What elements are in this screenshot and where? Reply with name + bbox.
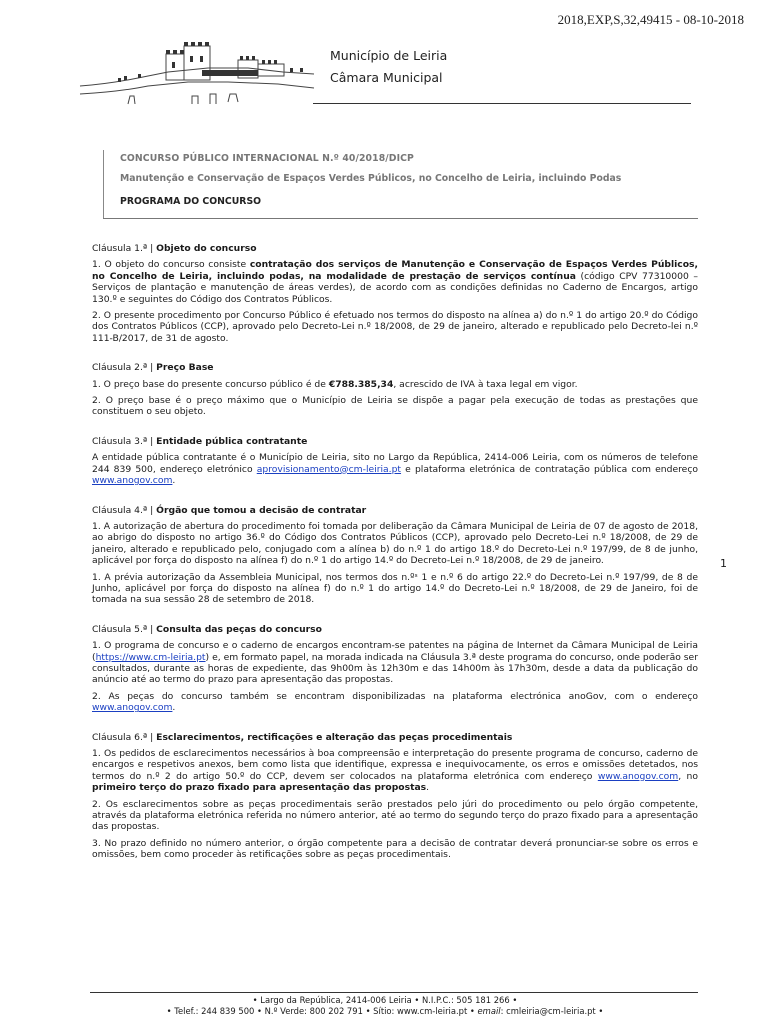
paragraph: 2. Os esclarecimentos sobre as peças procedimentais serão prestados pelo júri do procedimento ou pelo órgão competente, através da plataforma eletrónica referida no número anterior, até ao termo do segundo terço do prazo fixado para a apresentação das propostas. [92,798,698,833]
paragraph: 1. O objeto do concurso consiste contratação dos serviços de Manutenção e Conservação de Espaços Verdes Públicos, no Concelho de Leiria, incluindo podas, na modalidade de prestação de serviços contínua (código CPV 77310000 – Serviços de plantação e manutenção de áreas verdes), de acordo com as condições definidas no Caderno de Encargos, artigo 130.º e seguintes do Código dos Contratos Públicos. [92,259,698,305]
paragraph: 2. O preço base é o preço máximo que o Município de Leiria se dispõe a pagar pela execução de todas as prestações que constituem o seu objeto. [92,395,698,418]
paragraph: A entidade pública contratante é o Município de Leiria, sito no Largo da República, 2414-006 Leiria, com os números de telefone 244 839 500, endereço eletrónico aprovisionamento@cm-leiria.pt e plataforma eletrónica de contratação pública com endereço www.anogov.com. [92,452,698,487]
document-body [92,243,698,866]
concurso-title: Manutenção e Conservação de Espaços Verdes Públicos, no Concelho de Leiria, incluindo Podas [120,173,622,184]
anogov-link[interactable]: www.anogov.com [92,475,173,487]
paragraph: 1. Os pedidos de esclarecimentos necessários à boa compreensão e interpretação do presente programa de concurso, caderno de encargos e respetivos anexos, bem como lista que identifique, expressa e inequivocamente, os erros e omissões detetados, nos termos do n.º 2 do artigo 50.º do CCP, devem ser colocados na plataforma eletrónica com endereço www.anogov.com, no primeiro terço do prazo fixado para apresentação das propostas. [92,748,698,794]
clause-title: Objeto do concurso [156,243,257,254]
clause-heading: Cláusula 3.ª | Entidade pública contratante [92,435,308,447]
org-name: Município de Leiria [330,48,448,63]
document-stamp: 2018,EXP,S,32,49415 - 08-10-2018 [557,12,744,27]
paragraph: 1. O programa de concurso e o caderno de encargos encontram-se patentes na página de Internet da Câmara Municipal de Leiria (https://www.cm-leiria.pt) e, em formato papel, na morada indicada na Cláusula 3.ª deste programa do concurso, onde poderão ser consultados, durante as horas de expediente, das 9h00m às 12h30m e das 14h00m às 17h30m, desde a data da publicação do anúncio até ao termo do prazo para apresentação das propostas. [92,640,698,686]
document-type: PROGRAMA DO CONCURSO [120,196,262,207]
clause-heading: Cláusula 1.ª | Objeto do concurso [92,243,257,254]
paragraph: 2. As peças do concurso também se encontram disponibilizadas na plataforma electrónica anoGov, com o endereço www.anogov.com. [92,690,698,714]
org-subname: Câmara Municipal [330,70,443,85]
paragraph: 2. O presente procedimento por Concurso Público é efetuado nos termos do disposto na alínea a) do n.º 1 do artigo 20.º do Código dos Contratos Públicos (CCP), aprovado pelo Decreto-Lei n.º 18/2008, de 29 de janeiro, alterado e republicado pelo Decreto-lei n.º 111-B/2017, de 31 de agosto. [92,310,698,344]
header-vertical-rule [103,150,104,218]
clause-title: Consulta das peças do concurso [156,623,322,635]
clause-title: Preço Base [156,362,214,374]
page-number: 1 [720,557,727,570]
clause-heading: Cláusula 5.ª | Consulta das peças do concurso [92,623,322,635]
footer-contacts: • Telef.: 244 839 500 • N.º Verde: 800 202 791 • Sítio: www.cm-leiria.pt • email: cmleiria@cm-leiria.pt • [166,1006,604,1016]
paragraph: 1. A autorização de abertura do procedimento foi tomada por deliberação da Câmara Municipal de Leiria de 07 de agosto de 2018, ao abrigo do disposto no artigo 36.º do Código dos Contratos Públicos (CCP), aprovado pelo Decreto-Lei n.º 18/2008, de 29 de janeiro, alterado e republicado pelo, conjugado com a alínea b) do n.º 1 do artigo 18.º do Decreto-Lei n.º 197/99, de 8 de junho, aplicável por força do disposto na alínea f) do n.º 1 do artigo 14.º do Decreto-Lei n.º 18/2008, de 29 de janeiro. [92,520,698,567]
anogov-link[interactable]: www.anogov.com [597,770,679,782]
clause-heading: Cláusula 6.ª | Esclarecimentos, rectificações e alteração das peças procedimentais [92,731,513,743]
paragraph: 1. O preço base do presente concurso público é de €788.385,34, acrescido de IVA à taxa legal em vigor. [92,378,578,390]
clause-heading: Cláusula 4.ª | Órgão que tomou a decisão de contratar [92,504,367,516]
clause-heading: Cláusula 2.ª | Preço Base [92,362,214,374]
website-link[interactable]: https://www.cm-leiria.pt [95,651,206,663]
header-bottom-rule [103,218,698,219]
footer-divider [90,992,698,993]
paragraph: 1. A prévia autorização da Assembleia Municipal, nos termos dos n.ºˢ 1 e n.º 6 do artigo 22.º do Decreto-Lei n.º 197/99, de 8 de Junho, aplicável por força do disposto na alínea f) do n.º 1 do artigo 14.º do Decreto-Lei n.º 18/2008, de 29 de Janeiro, foi de tomada na sua sessão 28 de setembro de 2018. [92,571,698,606]
clause-title: Órgão que tomou a decisão de contratar [156,504,367,516]
anogov-link[interactable]: www.anogov.com [92,702,173,714]
castle-logo [78,38,318,114]
paragraph: 3. No prazo definido no número anterior, o órgão competente para a decisão de contratar deverá pronunciar-se sobre os erros e omissões, bem como proceder às retificações sobre as peças procedimentais. [92,837,698,861]
concurso-reference: CONCURSO PÚBLICO INTERNACIONAL N.º 40/2018/DICP [120,153,414,164]
email-link[interactable]: aprovisionamento@cm-leiria.pt [256,463,402,475]
header-divider [313,103,691,104]
clause-title: Esclarecimentos, rectificações e alteração das peças procedimentais [156,731,513,743]
base-price: €788.385,34 [328,378,394,390]
footer-address: • Largo da República, 2414-006 Leiria • N.I.P.C.: 505 181 266 • [252,995,518,1005]
clause-title: Entidade pública contratante [156,435,308,447]
